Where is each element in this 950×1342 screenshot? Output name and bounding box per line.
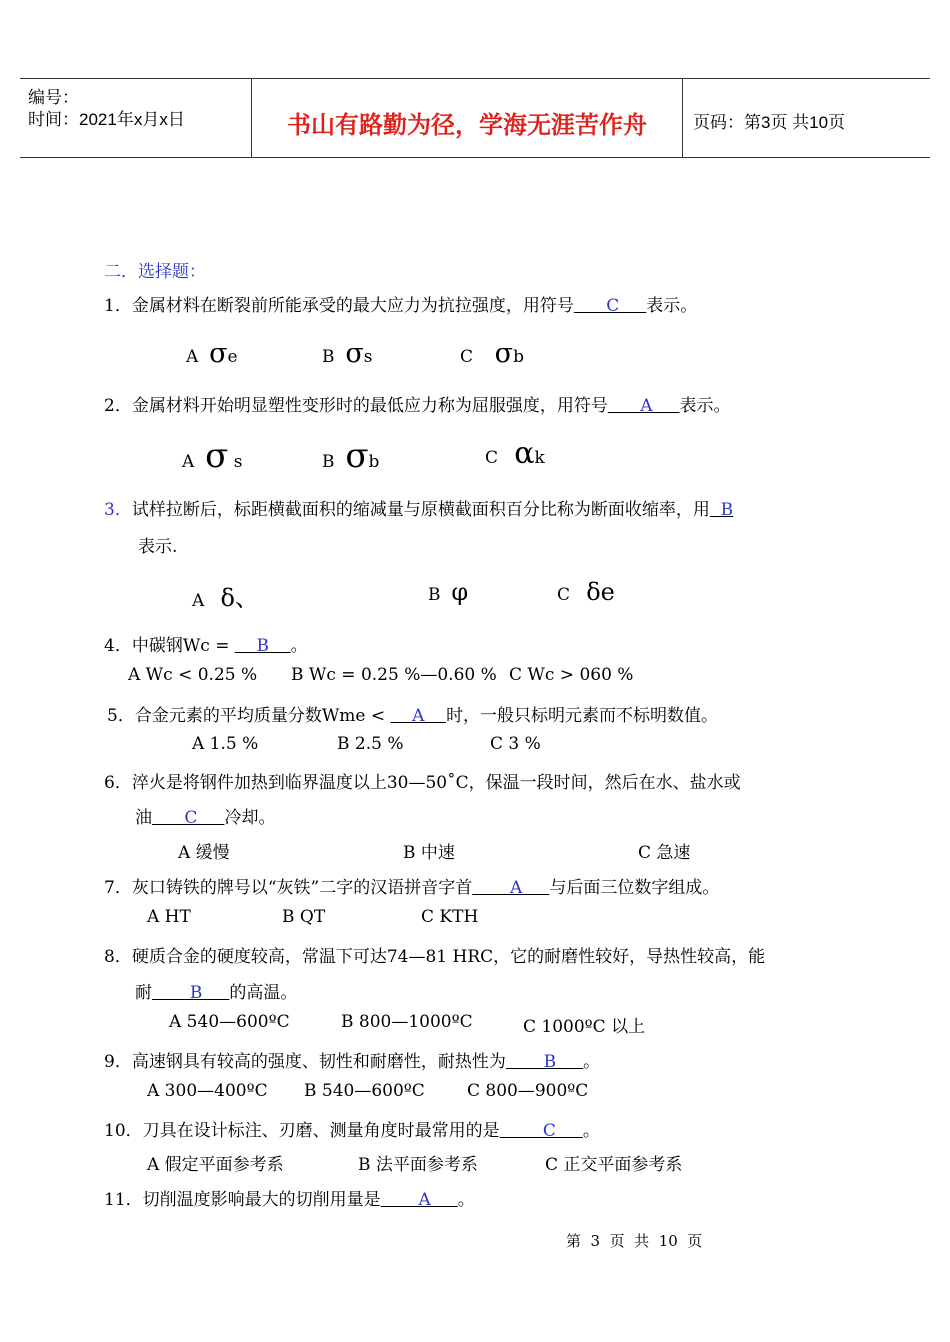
question-text: 金属材料在断裂前所能承受的最大应力为抗拉强度，用符号 xyxy=(131,296,574,316)
header-center-cell xyxy=(252,79,683,157)
q9-option-a: A 300—400ºC xyxy=(147,1081,268,1101)
answer-blank: B xyxy=(505,1052,584,1072)
q10-option-a: A 假定平面参考系 xyxy=(147,1155,284,1175)
section-title: 二．选择题： xyxy=(104,262,206,282)
answer-blank: C xyxy=(152,808,225,828)
header-page-label: 页码：第3页 共10页 xyxy=(693,113,846,132)
q8-option-a: A 540—600ºC xyxy=(169,1012,290,1032)
alpha-symbol: α xyxy=(514,436,535,471)
question-text: 试样拉断后，标距横截面积的缩减量与原横截面积百分比称为断面收缩率，用 xyxy=(131,500,710,520)
question-8-line2: 耐 B 的高温。 xyxy=(135,983,298,1003)
q5-option-b: B 2.5 % xyxy=(337,734,404,754)
q2-option-b: B σb xyxy=(322,436,380,476)
sigma-symbol: σ xyxy=(345,436,369,476)
question-9: 9．高速钢具有较高的强度、韧性和耐磨性，耐热性为 B 。 xyxy=(104,1052,601,1072)
answer-blank: B xyxy=(152,983,230,1003)
q9-option-c: C 800—900ºC xyxy=(467,1081,589,1101)
answer-blank: B xyxy=(234,636,291,656)
sigma-symbol: σ xyxy=(345,338,364,369)
question-text: 金属材料开始明显塑性变形时的最低应力称为屈服强度，用符号 xyxy=(131,396,608,416)
q2-option-a: A σ s xyxy=(182,436,243,476)
q5-option-c: C 3 % xyxy=(490,734,541,754)
question-3: 3．试样拉断后，标距横截面积的缩减量与原横截面积百分比称为断面收缩率，用 B xyxy=(104,500,734,520)
phi-symbol: φ xyxy=(451,578,469,606)
header-right-cell xyxy=(683,79,930,157)
q5-option-a: A 1.5 % xyxy=(192,734,259,754)
q7-option-c: C KTH xyxy=(421,907,479,927)
q7-option-b: B QT xyxy=(282,907,326,927)
sigma-symbol: σ xyxy=(494,338,514,369)
question-10: 10．刀具在设计标注、刃磨、测量角度时最常用的是 C 。 xyxy=(104,1121,600,1141)
q3-option-c: C δe xyxy=(557,578,615,606)
q2-option-c: C αk xyxy=(485,436,545,471)
question-1 xyxy=(104,291,697,316)
q10-option-c: C 正交平面参考系 xyxy=(545,1155,683,1175)
answer-blank: B xyxy=(709,500,734,520)
q1-option-c: C σb xyxy=(460,338,524,369)
delta-e-symbol: δe xyxy=(586,578,615,606)
header-motto: 书山有路勤为径，学海无涯苦作舟 xyxy=(287,111,647,139)
delta-symbol: δ、 xyxy=(220,584,259,612)
question-text-end: 表示。 xyxy=(646,296,698,316)
document-number-label: 编号： xyxy=(28,88,79,107)
q9-option-b: B 540—600ºC xyxy=(304,1081,425,1101)
q10-option-b: B 法平面参考系 xyxy=(358,1155,478,1175)
header-left-cell xyxy=(20,79,252,157)
answer-blank: C xyxy=(573,296,647,316)
q6-option-c: C 急速 xyxy=(638,843,691,863)
q4-option-b: B Wc = 0.25 %—0.60 % xyxy=(291,665,497,685)
q4-option-a: A Wc < 0.25 % xyxy=(128,665,258,685)
answer-blank: A xyxy=(390,706,447,726)
question-3-line2: 表示. xyxy=(138,537,178,557)
page-footer: 第 3 页 共 10 页 xyxy=(566,1232,703,1250)
document-header xyxy=(20,78,930,158)
q3-option-b: B φ xyxy=(428,578,469,606)
question-2: 2．金属材料开始明显塑性变形时的最低应力称为屈服强度，用符号 A 表示。 xyxy=(104,396,731,416)
q3-option-a: A δ、 xyxy=(192,584,259,612)
question-7: 7．灰口铸铁的牌号以“灰铁”二字的汉语拼音字首 A 与后面三位数字组成。 xyxy=(104,878,720,898)
answer-blank: A xyxy=(607,396,680,416)
question-11: 11．切削温度影响最大的切削用量是 A 。 xyxy=(104,1190,475,1210)
question-6-line2: 油 C 冷却。 xyxy=(135,808,276,828)
document-time-label: 时间：2021年x月x日 xyxy=(28,110,185,129)
q6-option-b: B 中速 xyxy=(403,843,455,863)
q4-option-c: C Wc > 060 % xyxy=(509,665,634,685)
q8-option-c: C 1000ºC 以上 xyxy=(523,1017,646,1037)
question-number: 1． xyxy=(104,296,132,316)
question-5: 5．合金元素的平均质量分数Wme < A 时，一般只标明元素而不标明数值。 xyxy=(107,706,719,726)
sigma-symbol: σ xyxy=(205,436,229,476)
q7-option-a: A HT xyxy=(147,907,191,927)
question-8: 8．硬质合金的硬度较高，常温下可达74—81 HRC，它的耐磨性较好，导热性较高，能 xyxy=(104,947,766,967)
q8-option-b: B 800—1000ºC xyxy=(341,1012,473,1032)
q1-option-b: B σs xyxy=(322,338,373,369)
q6-option-a: A 缓慢 xyxy=(178,843,230,863)
answer-blank: C xyxy=(499,1121,583,1141)
answer-blank: A xyxy=(380,1190,458,1210)
question-4: 4．中碳钢Wc = B 。 xyxy=(104,636,308,656)
answer-blank: A xyxy=(472,878,550,898)
sigma-symbol: σ xyxy=(209,338,228,369)
q1-option-a: A σe xyxy=(186,338,238,369)
question-6: 6．淬火是将钢件加热到临界温度以上30—50˚C，保温一段时间，然后在水、盐水或 xyxy=(104,773,741,793)
